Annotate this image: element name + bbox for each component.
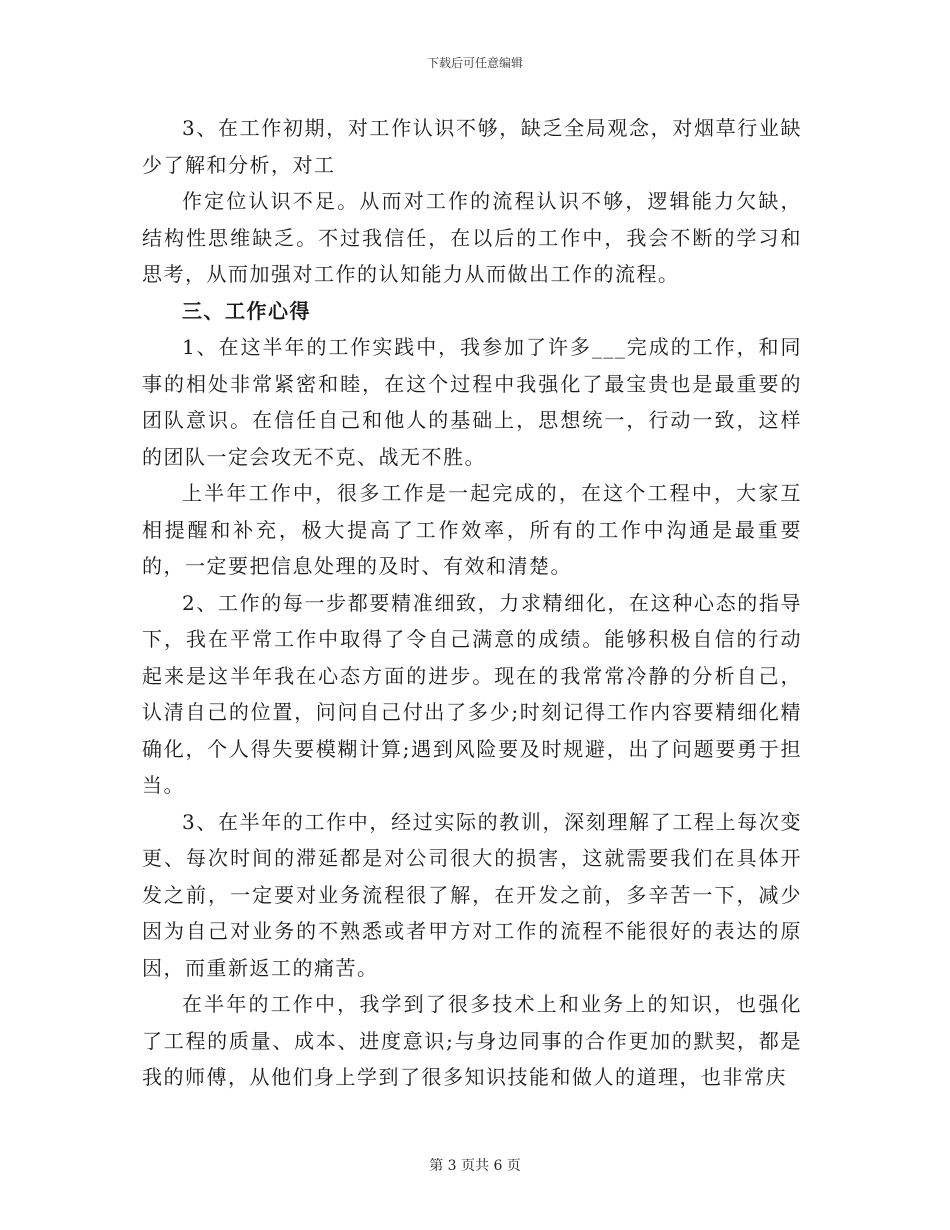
paragraph-insight-3: 3、在半年的工作中，经过实际的教训，深刻理解了工程上每次变更、每次时间的滞延都是对公司很大的损害，这就需要我们在具体开发之前，一定要对业务流程很了解，在开发之前，多辛苦一下，减少因为自己对业务的不熟悉或者甲方对工作的流程不能很好的表达的原因，而重新返工的痛苦。 bbox=[142, 809, 802, 980]
page-footer: 第 3 页共 6 页 bbox=[429, 1158, 521, 1174]
page-header: 下载后可任意编辑 bbox=[426, 56, 523, 70]
paragraph-first-half-teamwork: 上半年工作中，很多工作是一起完成的，在这个工程中，大家互相提醒和补充，极大提高了工作效率，所有的工作中沟通是最重要的，一定要把信息处理的及时、有效和清楚。 bbox=[142, 481, 802, 578]
paragraph-insight-2: 2、工作的每一步都要精准细致，力求精细化，在这种心态的指导下，我在平常工作中取得了令自己满意的成绩。能够积极自信的行动起来是这半年我在心态方面的进步。现在的我常常冷静的分析自己，认清自己的位置，问问自己付出了多少;时刻记得工作内容要精细化精确化，个人得失要模糊计算;遇到风险要及时规避，出了问题要勇于担当。 bbox=[142, 590, 802, 797]
paragraph-item-3-start: 3、在工作初期，对工作认识不够，缺乏全局观念，对烟草行业缺少了解和分析，对工 bbox=[142, 116, 802, 177]
paragraph-insight-1: 1、在这半年的工作实践中，我参加了许多___完成的工作，和同事的相处非常紧密和睦，在这个过程中我强化了最宝贵也是最重要的团队意识。在信任自己和他人的基础上，思想统一，行动一致，这样的团队一定会攻无不克、战无不胜。 bbox=[142, 335, 802, 469]
paragraph-item-3-continued: 作定位认识不足。从而对工作的流程认识不够，逻辑能力欠缺，结构性思维缺乏。不过我信任，在以后的工作中，我会不断的学习和思考，从而加强对工作的认知能力从而做出工作的流程。 bbox=[142, 189, 802, 286]
paragraph-learning-summary: 在半年的工作中，我学到了很多技术上和业务上的知识，也强化了工程的质量、成本、进度意识;与身边同事的合作更加的默契，都是我的师傅，从他们身上学到了很多知识技能和做人的道理，也非常庆 bbox=[142, 992, 802, 1089]
document-body bbox=[142, 110, 802, 1096]
section-heading-work-insights: 三、工作心得 bbox=[182, 298, 311, 323]
